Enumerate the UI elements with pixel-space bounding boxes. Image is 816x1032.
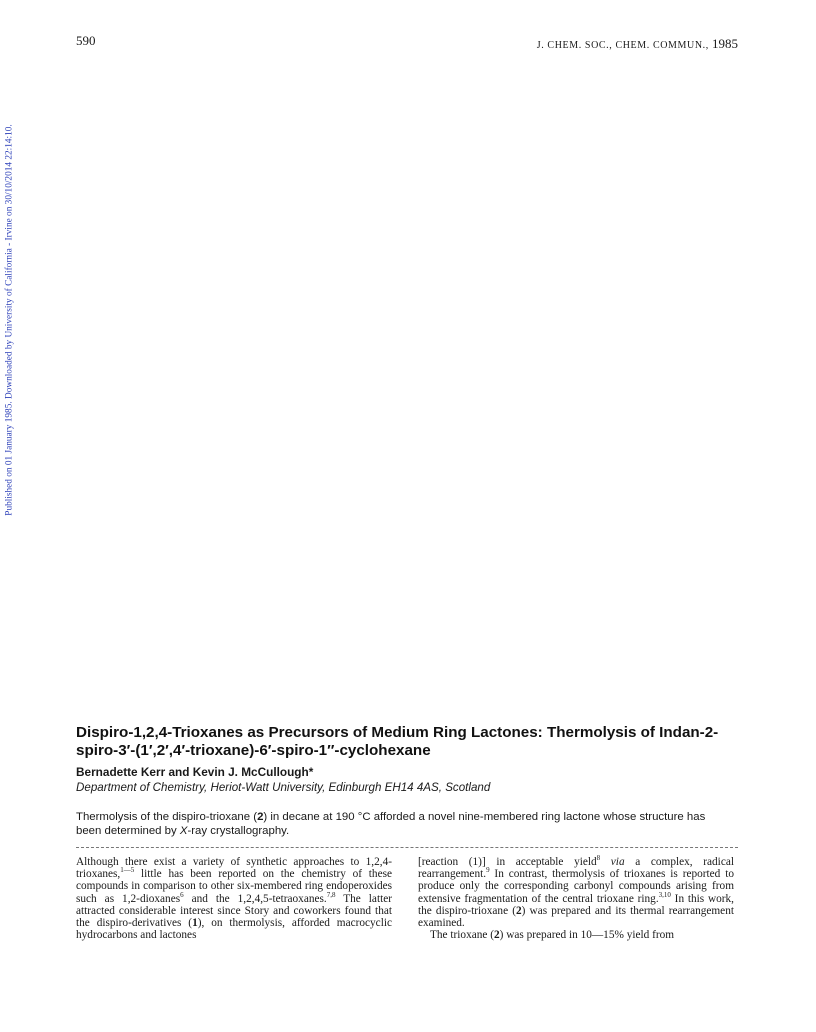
reference-marker: 8 xyxy=(596,854,601,863)
running-header xyxy=(537,36,738,52)
compound-number: 2 xyxy=(257,811,264,823)
reference-marker: 6 xyxy=(180,890,184,899)
reference-marker: 1—5 xyxy=(120,866,135,875)
body-paragraph: [reaction (1)] in acceptable yield$^8$ via a complex, radical rearrangement.$^9$ In contrast, thermolysis of trioxanes is reported to produce only the corresponding carbonyl compounds arising from extensive fragmentation of the central trioxane ring.$^{3,10}$ In this work, the dispiro-trioxane (2) was prepared and its thermal rearrangement examined. xyxy=(418,854,735,930)
body-paragraph: The trioxane (2) was prepared in 10—15% yield from xyxy=(430,929,675,942)
body-paragraph: Although there exist a variety of synthetic approaches to 1,2,4-trioxanes,$^{1—5}$ little has been reported on the chemistry of these compounds in comparison to other six-membered ring endoperoxides such as 1,2-dioxanes$^6$ and the 1,2,4,5-tetraoxanes.$^{7,8}$ The latter attracted considerable interest since Story and coworkers found that the dispiro-derivatives (1), on thermolysis, afforded macrocyclic hydrocarbons and lactones xyxy=(76,856,392,942)
compound-number: 2 xyxy=(515,904,522,917)
download-notice-link[interactable]: Published on 01 January 1985. Downloaded by University of California - Irvine on 30/10/2014 22:14:10. xyxy=(5,124,16,516)
download-notice-vertical xyxy=(0,0,20,640)
reference-marker: 3,10 xyxy=(658,890,671,899)
page-number: 590 xyxy=(76,33,96,48)
abstract: Thermolysis of the dispiro-trioxane (2) in decane at 190 °C afforded a novel nine-membered ring lactone whose structure has been determined by X-ray crystallography. xyxy=(76,811,706,837)
author-list: Bernadette Kerr and Kevin J. McCullough* xyxy=(76,765,314,779)
body-column-right xyxy=(418,856,734,941)
compound-number: 2 xyxy=(494,929,500,942)
article-title: Dispiro-1,2,4-Trioxanes as Precursors of Medium Ring Lactones: Thermolysis of Indan-2-spiro-3′-(1′,2′,4′-trioxane)-6′-spiro-1″-cyclohexane xyxy=(76,724,719,759)
journal-name: J. CHEM. SOC., CHEM. COMMUN., xyxy=(536,40,709,51)
body-column-left xyxy=(76,856,392,941)
reference-marker: 9 xyxy=(486,866,490,875)
journal-year: 1985 xyxy=(712,36,738,51)
abstract-divider xyxy=(76,847,738,848)
reference-marker: 7,8 xyxy=(326,890,336,899)
author-affiliation: Department of Chemistry, Heriot-Watt University, Edinburgh EH14 4AS, Scotland xyxy=(76,781,491,794)
compound-number: 1 xyxy=(192,917,198,930)
